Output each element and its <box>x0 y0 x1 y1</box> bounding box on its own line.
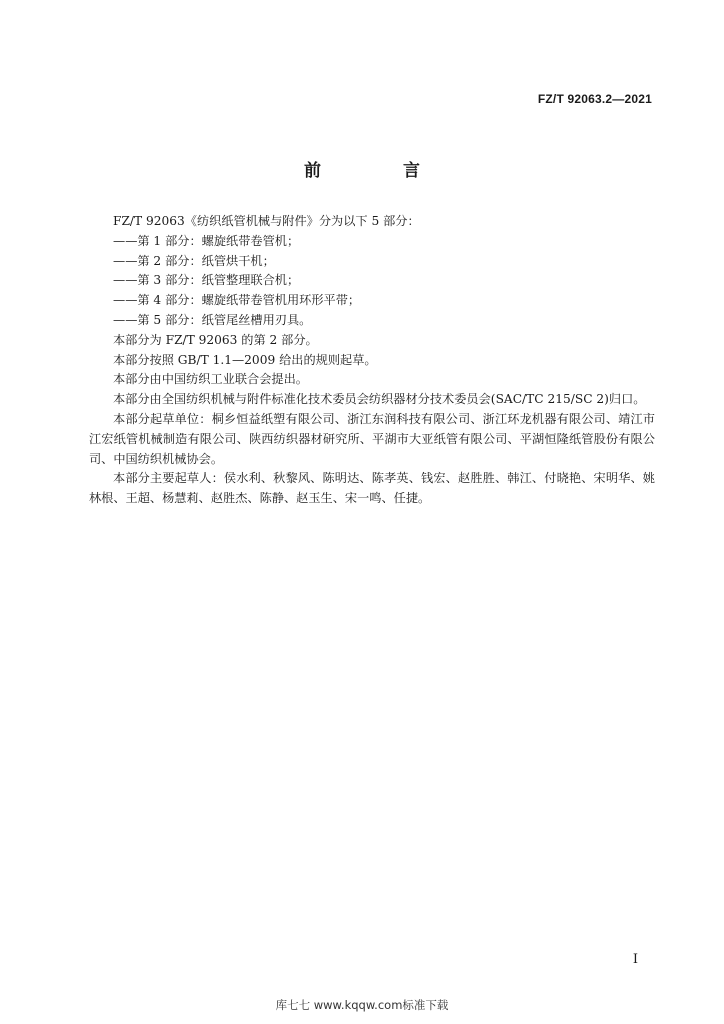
part-list-item: ——第 3 部分：纸管整理联合机； <box>113 273 300 288</box>
part-list-item: ——第 2 部分：纸管烘干机； <box>113 253 275 268</box>
standard-code: FZ/T 92063.2—2021 <box>537 92 652 106</box>
part-list-item: ——第 5 部分：纸管尾丝槽用刃具。 <box>113 312 312 327</box>
body-paragraph: 本部分由全国纺织机械与附件标准化技术委员会纺织器材分技术委员会(SAC/TC 215/SC 2)归口。 <box>113 392 646 407</box>
page-number: I <box>632 952 638 967</box>
document-body <box>89 212 655 509</box>
part-list-item: ——第 1 部分：螺旋纸带卷管机； <box>113 233 300 248</box>
intro-paragraph: FZ/T 92063《纺织纸管机械与附件》分为以下 5 部分： <box>113 214 420 228</box>
body-paragraph: 本部分为 FZ/T 92063 的第 2 部分。 <box>113 332 318 347</box>
body-paragraph: 本部分由中国纺织工业联合会提出。 <box>113 372 308 387</box>
drafters-paragraph: 本部分主要起草人：侯水利、秋黎风、陈明达、陈孝英、钱宏、赵胜胜、韩江、付晓艳、宋明华、姚林根、王超、杨慧莉、赵胜杰、陈静、赵玉生、宋一鸣、任捷。 <box>89 471 655 506</box>
drafting-units-paragraph: 本部分起草单位：桐乡恒益纸塑有限公司、浙江东润科技有限公司、浙江环龙机器有限公司、靖江市江宏纸管机械制造有限公司、陕西纺织器材研究所、平湖市大亚纸管有限公司、平湖恒隆纸管股份有限公司、中国纺织机械协会。 <box>89 411 655 466</box>
watermark-text: 库七七 www.kqqw.com标准下载 <box>275 998 449 1012</box>
part-list-item: ——第 4 部分：螺旋纸带卷管机用环形平带； <box>113 293 361 308</box>
page-title: 前 言 <box>304 161 458 181</box>
body-paragraph: 本部分按照 GB/T 1.1—2009 给出的规则起草。 <box>113 352 377 367</box>
